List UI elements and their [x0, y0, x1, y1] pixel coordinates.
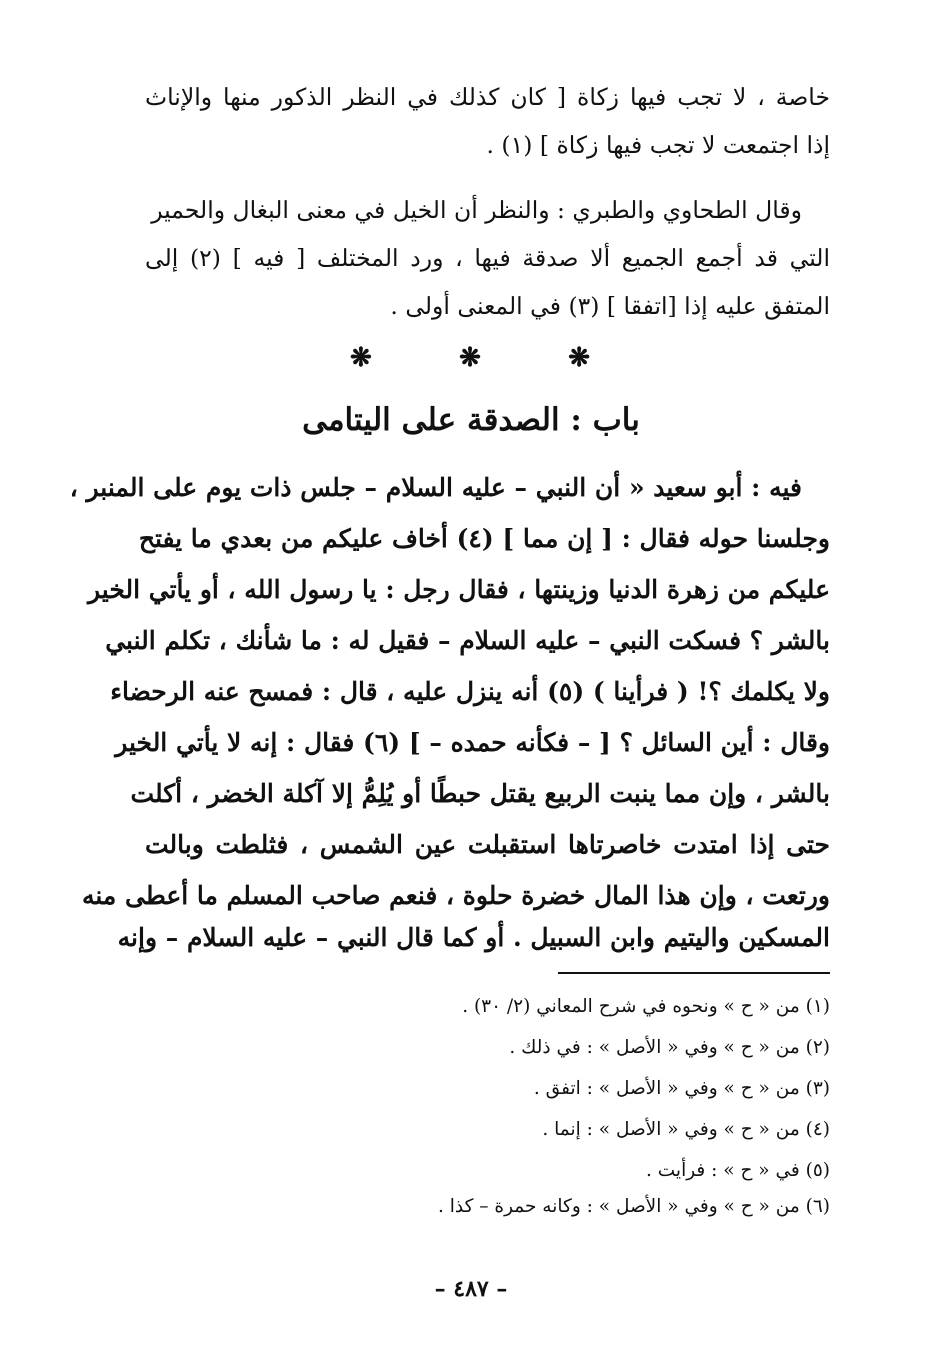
- paragraph1-line: خاصة ، لا تجب فيها زكاة [ كان كذلك في النظر الذكور منها والإناث: [145, 83, 830, 111]
- footnote: (١) من « ح » ونحوه في شرح المعاني (٢/ ٣٠) .: [462, 996, 830, 1017]
- hadith-line: ولا يكلمك ؟! ( فرأينا ) (٥) أنه ينزل عليه ، قال : فمسح عنه الرحضاء: [110, 677, 830, 706]
- section-separator: [350, 343, 590, 373]
- page-number: – ٤٨٧ –: [434, 1276, 508, 1302]
- footnote: (٢) من « ح » وفي « الأصل » : في ذلك .: [509, 1037, 830, 1058]
- hadith-line: بالشر ، وإن مما ينبت الربيع يقتل حبطًا أو يُلِمُّ إلا آكلة الخضر ، أكلت: [130, 779, 830, 808]
- hadith-line: عليكم من زهرة الدنيا وزينتها ، فقال رجل : يا رسول الله ، أو يأتي الخير: [88, 575, 830, 604]
- hadith-line: المسكين واليتيم وابن السبيل . أو كما قال النبي – عليه السلام – وإنه: [117, 923, 830, 952]
- paragraph2-line: وقال الطحاوي والطبري : والنظر أن الخيل في معنى البغال والحمير: [151, 196, 802, 224]
- chapter-title: باب : الصدقة على اليتامى: [302, 402, 640, 438]
- footnote: (٤) من « ح » وفي « الأصل » : إنما .: [542, 1119, 830, 1140]
- hadith-line: ورتعت ، وإن هذا المال خضرة حلوة ، فنعم صاحب المسلم ما أعطى منه: [81, 881, 830, 910]
- footnote-divider: [558, 972, 830, 974]
- paragraph1-line: إذا اجتمعت لا تجب فيها زكاة ] (١) .: [486, 131, 830, 159]
- hadith-line: وقال : أين السائل ؟ [ – فكأنه حمده – ] (٦) فقال : إنه لا يأتي الخير: [115, 728, 830, 757]
- star-ornament-icon: ❋: [350, 343, 372, 373]
- hadith-line: وجلسنا حوله فقال : [ إن مما ] (٤) أخاف عليكم من بعدي ما يفتح: [138, 524, 830, 553]
- star-ornament-icon: ❋: [459, 343, 481, 373]
- paragraph2-line: المتفق عليه إذا [اتفقا ] (٣) في المعنى أولى .: [390, 292, 830, 320]
- footnote: (٣) من « ح » وفي « الأصل » : اتفق .: [533, 1078, 830, 1099]
- hadith-line: فيه : أبو سعيد « أن النبي – عليه السلام – جلس ذات يوم على المنبر ،: [69, 473, 802, 502]
- footnote: (٥) في « ح » : فرأيت .: [646, 1160, 830, 1181]
- footnote: (٦) من « ح » وفي « الأصل » : وكانه حمرة – كذا .: [437, 1196, 830, 1217]
- hadith-line: بالشر ؟ فسكت النبي – عليه السلام – فقيل له : ما شأنك ، تكلم النبي: [105, 626, 830, 655]
- hadith-line: حتى إذا امتدت خاصرتاها استقبلت عين الشمس ، فثلطت وبالت: [145, 830, 830, 859]
- star-ornament-icon: ❋: [568, 343, 590, 373]
- paragraph2-line: التي قد أجمع الجميع ألا صدقة فيها ، ورد المختلف [ فيه ] (٢) إلى: [145, 244, 830, 272]
